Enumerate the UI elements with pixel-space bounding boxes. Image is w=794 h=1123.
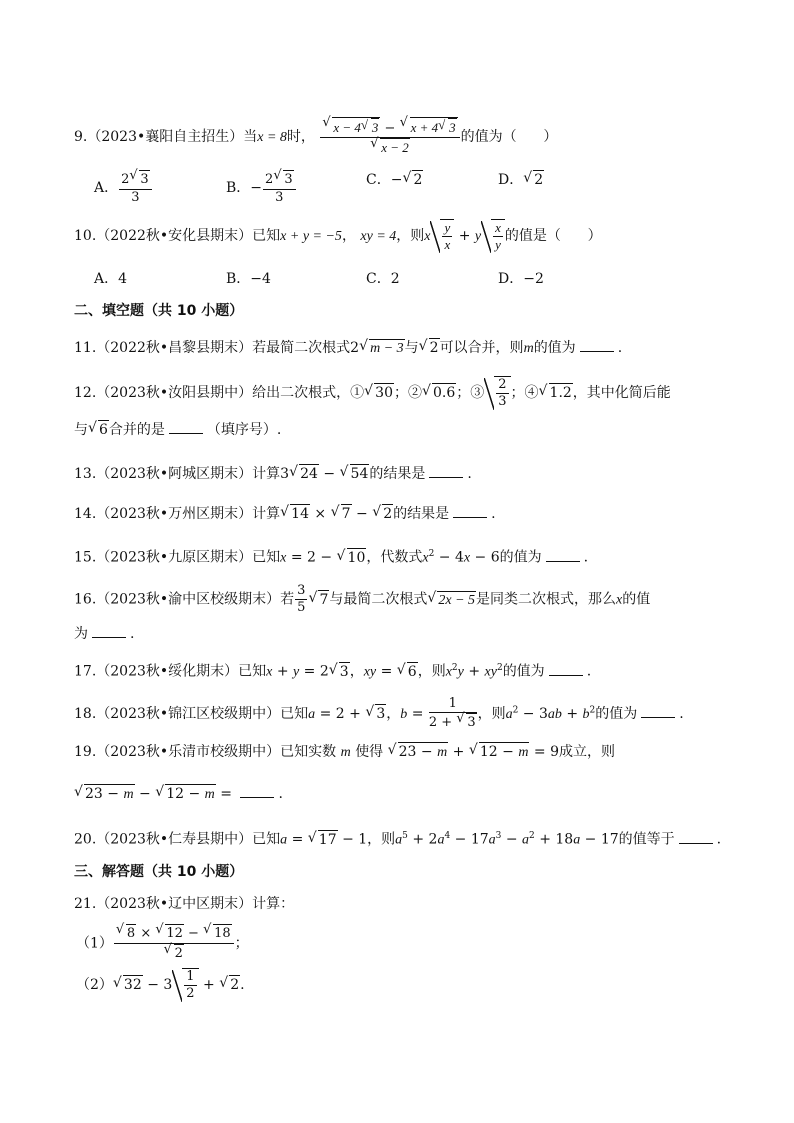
q13-answer-blank[interactable] bbox=[429, 463, 463, 478]
q10-option-a[interactable]: A．4 bbox=[94, 271, 128, 287]
question-16-cont: 为 . bbox=[74, 623, 134, 644]
question-14: 14.（2023秋•万州区期末）计算√ 14 × √ 7 − √ 2的结果是 . bbox=[74, 503, 496, 524]
q10-option-c[interactable]: C．2 bbox=[366, 271, 400, 287]
q11-answer-blank[interactable] bbox=[580, 337, 614, 352]
question-17: 17.（2023秋•绥化期末）已知x + y = 2√ 3，xy = √ 6，则$x^2y + xy^2$的值为 . bbox=[74, 658, 591, 683]
question-12: 12.（2023秋•汝阳县期中）给出二次根式，①√ 30；②√ 0.6；③ $\frac{2}{3}$ ；④√ 1.2，其中化简后能 bbox=[74, 376, 671, 410]
q9-option-a[interactable]: A． $\frac{2√ 3}{3}$ bbox=[94, 170, 153, 206]
q15-answer-blank[interactable] bbox=[546, 547, 580, 562]
q9-fraction: √ x − 4√ 3 − √ x + 4√ 3 √ x − 2 bbox=[320, 117, 459, 157]
question-19-cont: √ 23 − m − √ 12 − m = . bbox=[74, 783, 283, 804]
q12-answer-blank[interactable] bbox=[169, 419, 203, 434]
section-3-heading: 三、解答题（共 10 小题） bbox=[74, 864, 244, 880]
question-21-part-2: （2）√ 32 − 3 $\frac{1}{2}$ + √ 2. bbox=[76, 968, 245, 1002]
question-15: 15.（2023秋•九原区期末）已知x = 2 − √ 10，代数式$x^2 - 4x - 6$的值为 . bbox=[74, 544, 588, 569]
q20-answer-blank[interactable] bbox=[679, 829, 713, 844]
section-2-heading: 二、填空题（共 10 小题） bbox=[74, 303, 244, 319]
question-13: 13.（2023秋•阿城区期末）计算3√ 24 − √ 54的结果是 . bbox=[74, 463, 472, 484]
question-16: 16.（2023秋•渝中区校级期末）若 $\frac{3}{5}$ √ 7与最简二次根式√ 2x − 5是同类二次根式，那么x的值 bbox=[74, 583, 650, 616]
q19-answer-blank[interactable] bbox=[240, 783, 274, 798]
q9-option-d[interactable]: D．√ 2 bbox=[498, 170, 544, 190]
question-21-part-1: （1） √ 8 × √ 12 − √ 18 √ 2 ； bbox=[76, 924, 249, 963]
question-10: 10.（2022秋•安化县期末）已知x + y = −5， xy = 4，则x $\frac{y}{x}$ + y $\frac{x}{y}$ 的值是（ ） bbox=[74, 220, 602, 252]
q17-answer-blank[interactable] bbox=[549, 661, 583, 676]
question-21: 21.（2023秋•辽中区期末）计算： bbox=[74, 896, 295, 912]
question-9: 9.（2023•襄阳自主招生）当x = 8时， √ x − 4√ 3 − √ x + 4√ 3 √ x − 2 的值为（ ） bbox=[74, 117, 557, 157]
question-12-cont: 与√ 6合并的是 （填序号）. bbox=[74, 419, 281, 440]
question-20: 20.（2023秋•仁寿县期中）已知a = √ 17 − 1，则$a^5 + 2a^4 - 17a^3 - a^2 + 18a - 17$的值等于 . bbox=[74, 826, 721, 851]
question-19: 19.（2023秋•乐清市校级期中）已知实数 m 使得 √ 23 − m + √ 12 − m = 9成立，则 bbox=[74, 742, 615, 763]
question-18: 18.（2023秋•锦江区校级期中）已知a = 2 + √ 3，b = $\frac{1}{2 + √ 3}$ ，则$a^2 - 3ab + b^2$的值为 . bbox=[74, 696, 684, 732]
q9-option-c[interactable]: C．−√ 2 bbox=[366, 170, 423, 190]
q16-answer-blank[interactable] bbox=[92, 623, 126, 638]
q18-answer-blank[interactable] bbox=[641, 703, 675, 718]
q9-option-b[interactable]: B．− $\frac{2√ 3}{3}$ bbox=[226, 170, 297, 206]
q10-option-d[interactable]: D．−2 bbox=[498, 271, 544, 287]
q10-option-b[interactable]: B．−4 bbox=[226, 271, 271, 287]
q14-answer-blank[interactable] bbox=[453, 503, 487, 518]
question-11: 11.（2022秋•昌黎县期末）若最简二次根式2√ m − 3与√ 2可以合并，则m的值为 . bbox=[74, 337, 622, 359]
